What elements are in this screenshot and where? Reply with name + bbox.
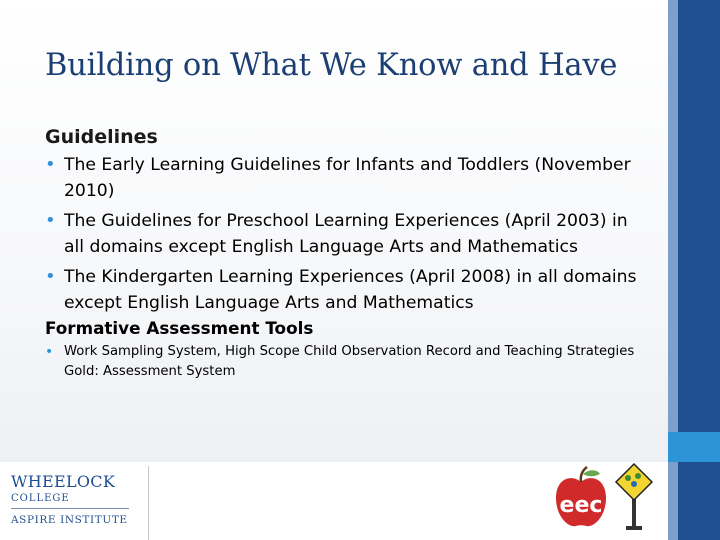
guidelines-list	[45, 152, 645, 316]
formative-list	[45, 342, 645, 382]
logo-divider	[11, 508, 129, 509]
slide-content	[45, 126, 645, 386]
wheelock-college: COLLEGE	[11, 493, 70, 504]
right-decor-accent	[668, 432, 720, 462]
section-heading-formative: Formative Assessment Tools	[45, 318, 314, 338]
list-item: • Work Sampling System, High Scope Child Observation Record and Teaching Strategies Gold: Assessment System	[45, 342, 645, 382]
wheelock-logo	[0, 466, 149, 540]
section-heading-guidelines: Guidelines	[45, 126, 158, 148]
aspire-institute: ASPIRE INSTITUTE	[11, 514, 128, 526]
road-sign-logo-icon	[612, 462, 656, 532]
list-item: • The Kindergarten Learning Experiences (April 2008) in all domains except English Language Arts and Mathematics	[45, 264, 645, 316]
wheelock-name: WHEELOCK	[11, 472, 116, 491]
list-item: • The Guidelines for Preschool Learning Experiences (April 2003) in all domains except English Language Arts and Mathematics	[45, 208, 645, 260]
eec-apple-logo-icon	[552, 464, 610, 530]
list-item: • The Early Learning Guidelines for Infants and Toddlers (November 2010)	[45, 152, 645, 204]
eec-logo-text: eec	[559, 493, 603, 518]
slide-title: Building on What We Know and Have	[45, 48, 618, 83]
